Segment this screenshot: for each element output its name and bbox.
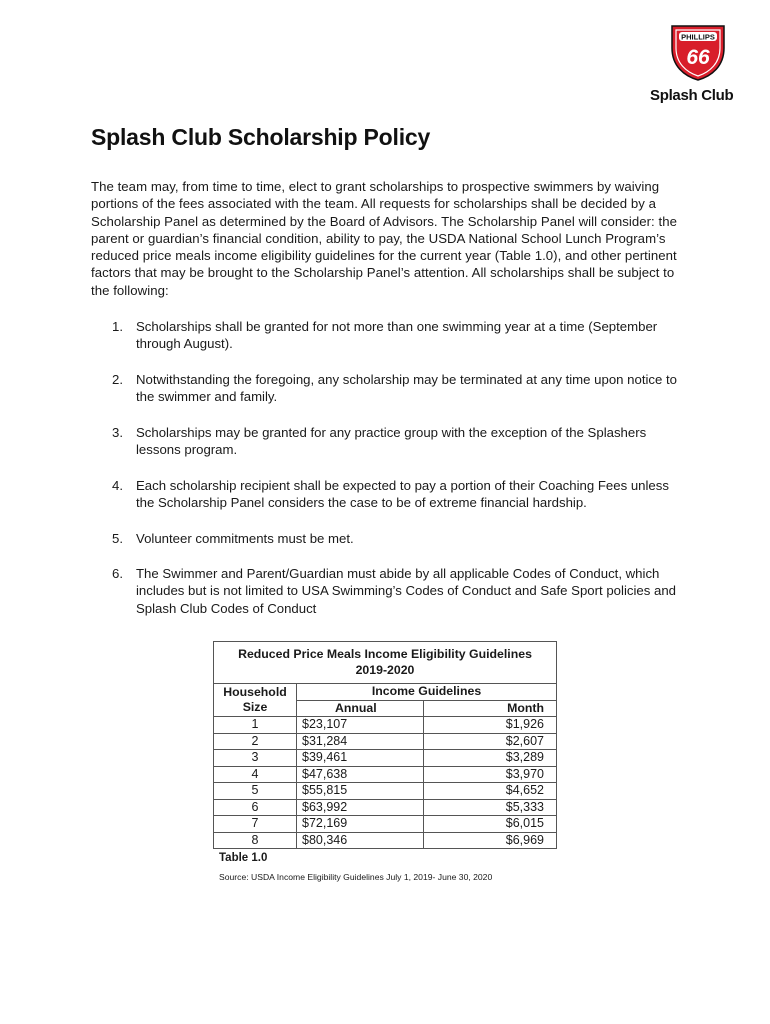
club-name: Splash Club xyxy=(650,87,734,104)
list-item-number: 3. xyxy=(112,425,123,440)
table-caption-row xyxy=(214,642,557,684)
list-item-text: Each scholarship recipient shall be expected to pay a portion of their Coaching Fees unless the Scholarship Panel considers the case to be of extreme financial hardship. xyxy=(136,478,669,511)
table-row xyxy=(214,766,557,783)
intro-paragraph: The team may, from time to time, elect to grant scholarships to prospective swimmers by waiving portions of the fees associated with the team. All requests for scholarships shall be decided by a Scholarship Panel as determined by the Board of Advisors. The Scholarship Panel will consider: the parent or guardian’s financial condition, ability to pay, the USDA National School Lunch Program’s reduced price meals income eligibility guidelines for the current year (Table 1.0), and other pertinent factors that may be brought to the Scholarship Panel’s attention. All scholarships shall be subject to the following: xyxy=(91,179,677,298)
cell-size: 7 xyxy=(214,816,297,833)
list-item-text: Scholarships shall be granted for not more than one swimming year at a time (September through August). xyxy=(136,319,658,352)
cell-annual: $39,461 xyxy=(297,750,424,767)
cell-annual: $47,638 xyxy=(297,766,424,783)
cell-size: 3 xyxy=(214,750,297,767)
cell-month: $6,969 xyxy=(424,832,557,849)
cell-month: $1,926 xyxy=(424,717,557,734)
table-title: Reduced Price Meals Income Eligibility Guidelines xyxy=(238,647,532,661)
household-header-line2: Size xyxy=(242,700,268,714)
list-item-number: 4. xyxy=(112,478,123,493)
logo-number-text: 66 xyxy=(686,46,710,69)
cell-annual: $72,169 xyxy=(297,816,424,833)
table-row xyxy=(214,733,557,750)
page-title: Splash Club Scholarship Policy xyxy=(91,124,431,150)
list-item-text: The Swimmer and Parent/Guardian must abide by all applicable Codes of Conduct, which includes but is not limited to USA Swimming’s Codes of Conduct and Safe Sport policies and Splash Club Codes of Conduct xyxy=(136,566,676,616)
cell-annual: $63,992 xyxy=(297,799,424,816)
cell-size: 1 xyxy=(214,717,297,734)
table-row xyxy=(214,832,557,849)
list-item-number: 1. xyxy=(112,319,123,334)
table-year: 2019-2020 xyxy=(355,663,415,677)
cell-month: $5,333 xyxy=(424,799,557,816)
cell-month: $6,015 xyxy=(424,816,557,833)
list-item-text: Scholarships may be granted for any practice group with the exception of the Splashers lessons program. xyxy=(136,425,647,458)
cell-size: 5 xyxy=(214,783,297,800)
table-label: Table 1.0 xyxy=(219,852,268,864)
cell-annual: $23,107 xyxy=(297,717,424,734)
table-row xyxy=(214,750,557,767)
list-item-text: Notwithstanding the foregoing, any scholarship may be terminated at any time upon notice to the swimmer and family. xyxy=(136,372,678,405)
table-header-row xyxy=(214,684,557,701)
annual-header: Annual xyxy=(297,700,424,717)
list-item-number: 6. xyxy=(112,566,123,581)
table-row xyxy=(214,816,557,833)
logo-brand-text: PHILLIPS xyxy=(681,32,715,42)
cell-annual: $55,815 xyxy=(297,783,424,800)
cell-size: 8 xyxy=(214,832,297,849)
list-item-number: 2. xyxy=(112,372,123,387)
cell-month: $3,289 xyxy=(424,750,557,767)
household-size-header xyxy=(214,684,297,717)
table-row xyxy=(214,799,557,816)
cell-size: 6 xyxy=(214,799,297,816)
month-header: Month xyxy=(424,700,557,717)
table-source: Source: USDA Income Eligibility Guidelines July 1, 2019- June 30, 2020 xyxy=(219,872,493,882)
eligibility-table xyxy=(213,641,557,849)
cell-size: 4 xyxy=(214,766,297,783)
cell-annual: $80,346 xyxy=(297,832,424,849)
cell-month: $2,607 xyxy=(424,733,557,750)
list-item-number: 5. xyxy=(112,531,123,546)
list-item-text: Volunteer commitments must be met. xyxy=(136,531,354,546)
cell-annual: $31,284 xyxy=(297,733,424,750)
household-header-line1: Household xyxy=(223,684,287,699)
cell-month: $3,970 xyxy=(424,766,557,783)
table-row xyxy=(214,717,557,734)
cell-size: 2 xyxy=(214,733,297,750)
table-row xyxy=(214,783,557,800)
table-caption xyxy=(214,642,557,684)
cell-month: $4,652 xyxy=(424,783,557,800)
income-guidelines-header: Income Guidelines xyxy=(297,684,557,701)
phillips-66-logo xyxy=(668,22,728,82)
eligibility-table-container xyxy=(213,641,557,849)
